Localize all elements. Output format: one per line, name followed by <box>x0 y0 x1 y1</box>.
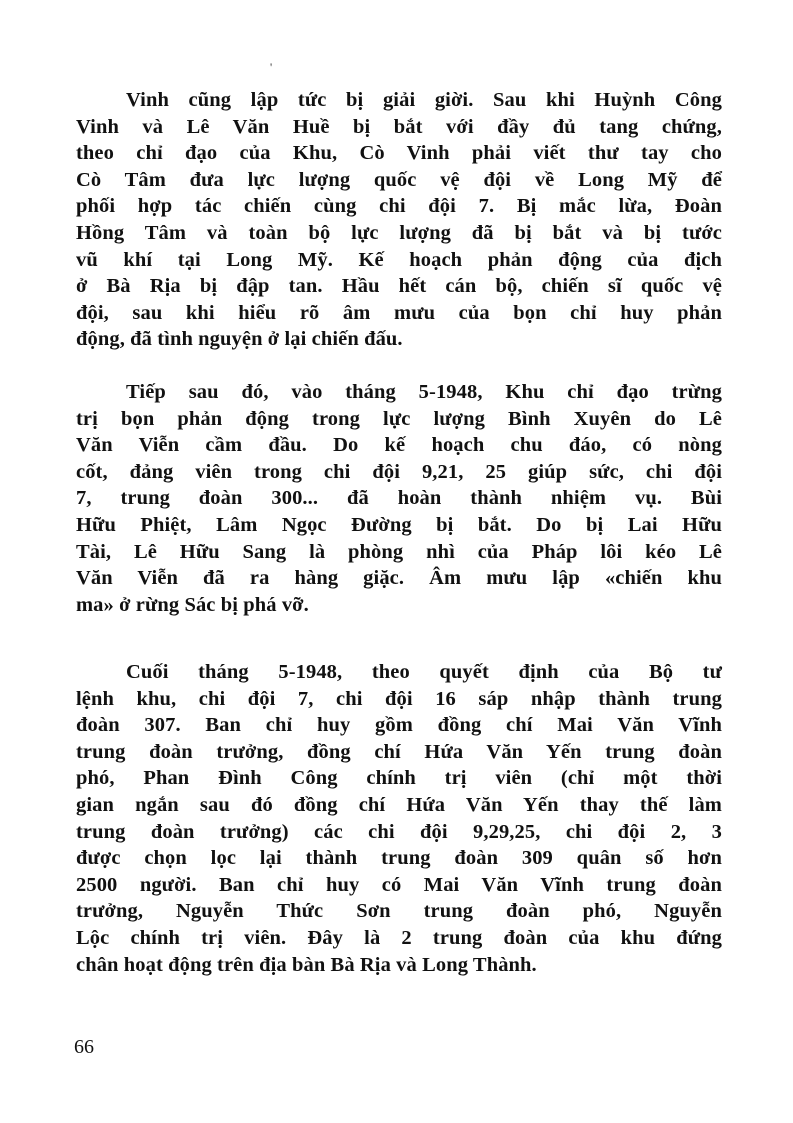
text-line: Cuối tháng 5-1948, theo quyết định của Bộ tư <box>126 661 722 683</box>
text-line: vũ khí tại Long Mỹ. Kế hoạch phản động của địch <box>76 248 722 271</box>
text-line: gian ngắn sau đó đồng chí Hứa Văn Yến thay thế làm <box>76 794 722 816</box>
text-line: được chọn lọc lại thành trung đoàn 309 quân số hơn <box>76 847 722 870</box>
text-line: Cò Tâm đưa lực lượng quốc vệ đội về Long Mỹ để <box>76 168 722 191</box>
text-line: động, đã tình nguyện ở lại chiến đấu. <box>76 328 403 351</box>
text-line: Hữu Phiệt, Lâm Ngọc Đường bị bắt. Do bị Lai Hữu <box>76 514 722 536</box>
text-line: Văn Viễn cầm đầu. Do kế hoạch chu đáo, có nòng <box>76 434 722 457</box>
text-line: đội, sau khi hiểu rõ âm mưu của bọn chỉ huy phản <box>76 301 722 324</box>
text-line: Vinh và Lê Văn Huề bị bắt với đầy đủ tang chứng, <box>76 115 722 138</box>
text-line: đoàn 307. Ban chỉ huy gồm đồng chí Mai Văn Vĩnh <box>76 714 722 737</box>
text-line: phó, Phan Đình Công chính trị viên (chỉ một thời <box>76 767 722 790</box>
text-line: phối hợp tác chiến cùng chi đội 7. Bị mắc lừa, Đoàn <box>76 195 722 218</box>
text-line: ma» ở rừng Sác bị phá vỡ. <box>76 593 309 616</box>
text-line: Lộc chính trị viên. Đây là 2 trung đoàn của khu đứng <box>76 927 722 949</box>
text-line: Tiếp sau đó, vào tháng 5-1948, Khu chỉ đạo trừng <box>126 381 722 403</box>
text-line: 7, trung đoàn 300... đã hoàn thành nhiệm vụ. Bùi <box>76 487 722 510</box>
text-line: ở Bà Rịa bị đập tan. Hầu hết cán bộ, chiến sĩ quốc vệ <box>76 275 722 298</box>
text-line: Hồng Tâm và toàn bộ lực lượng đã bị bắt và bị tước <box>76 222 722 244</box>
text-line: cốt, đảng viên trong chi đội 9,21, 25 giúp sức, chi đội <box>76 460 722 483</box>
page-number: 66 <box>74 1036 94 1058</box>
text-line: 2500 người. Ban chỉ huy có Mai Văn Vĩnh trung đoàn <box>76 873 722 896</box>
text-line: Tài, Lê Hữu Sang là phòng nhì của Pháp lôi kéo Lê <box>76 540 722 563</box>
text-line: lệnh khu, chi đội 7, chi đội 16 sáp nhập thành trung <box>76 687 722 710</box>
text-line: trị bọn phản động trong lực lượng Bình Xuyên do Lê <box>76 407 722 430</box>
text-line: chân hoạt động trên địa bàn Bà Rịa và Long Thành. <box>76 953 537 976</box>
text-line: trung đoàn trưởng, đồng chí Hứa Văn Yến trung đoàn <box>76 740 722 763</box>
stray-mark: ' <box>270 60 273 74</box>
text-line: trung đoàn trưởng) các chi đội 9,29,25, chi đội 2, 3 <box>76 820 722 843</box>
text-line: trưởng, Nguyễn Thức Sơn trung đoàn phó, Nguyễn <box>76 900 722 923</box>
text-line: Văn Viễn đã ra hàng giặc. Âm mưu lập «chiến khu <box>76 567 722 590</box>
text-line: theo chỉ đạo của Khu, Cò Vinh phải viết thư tay cho <box>76 142 722 165</box>
text-line: Vinh cũng lập tức bị giải giời. Sau khi Huỳnh Công <box>126 89 722 111</box>
